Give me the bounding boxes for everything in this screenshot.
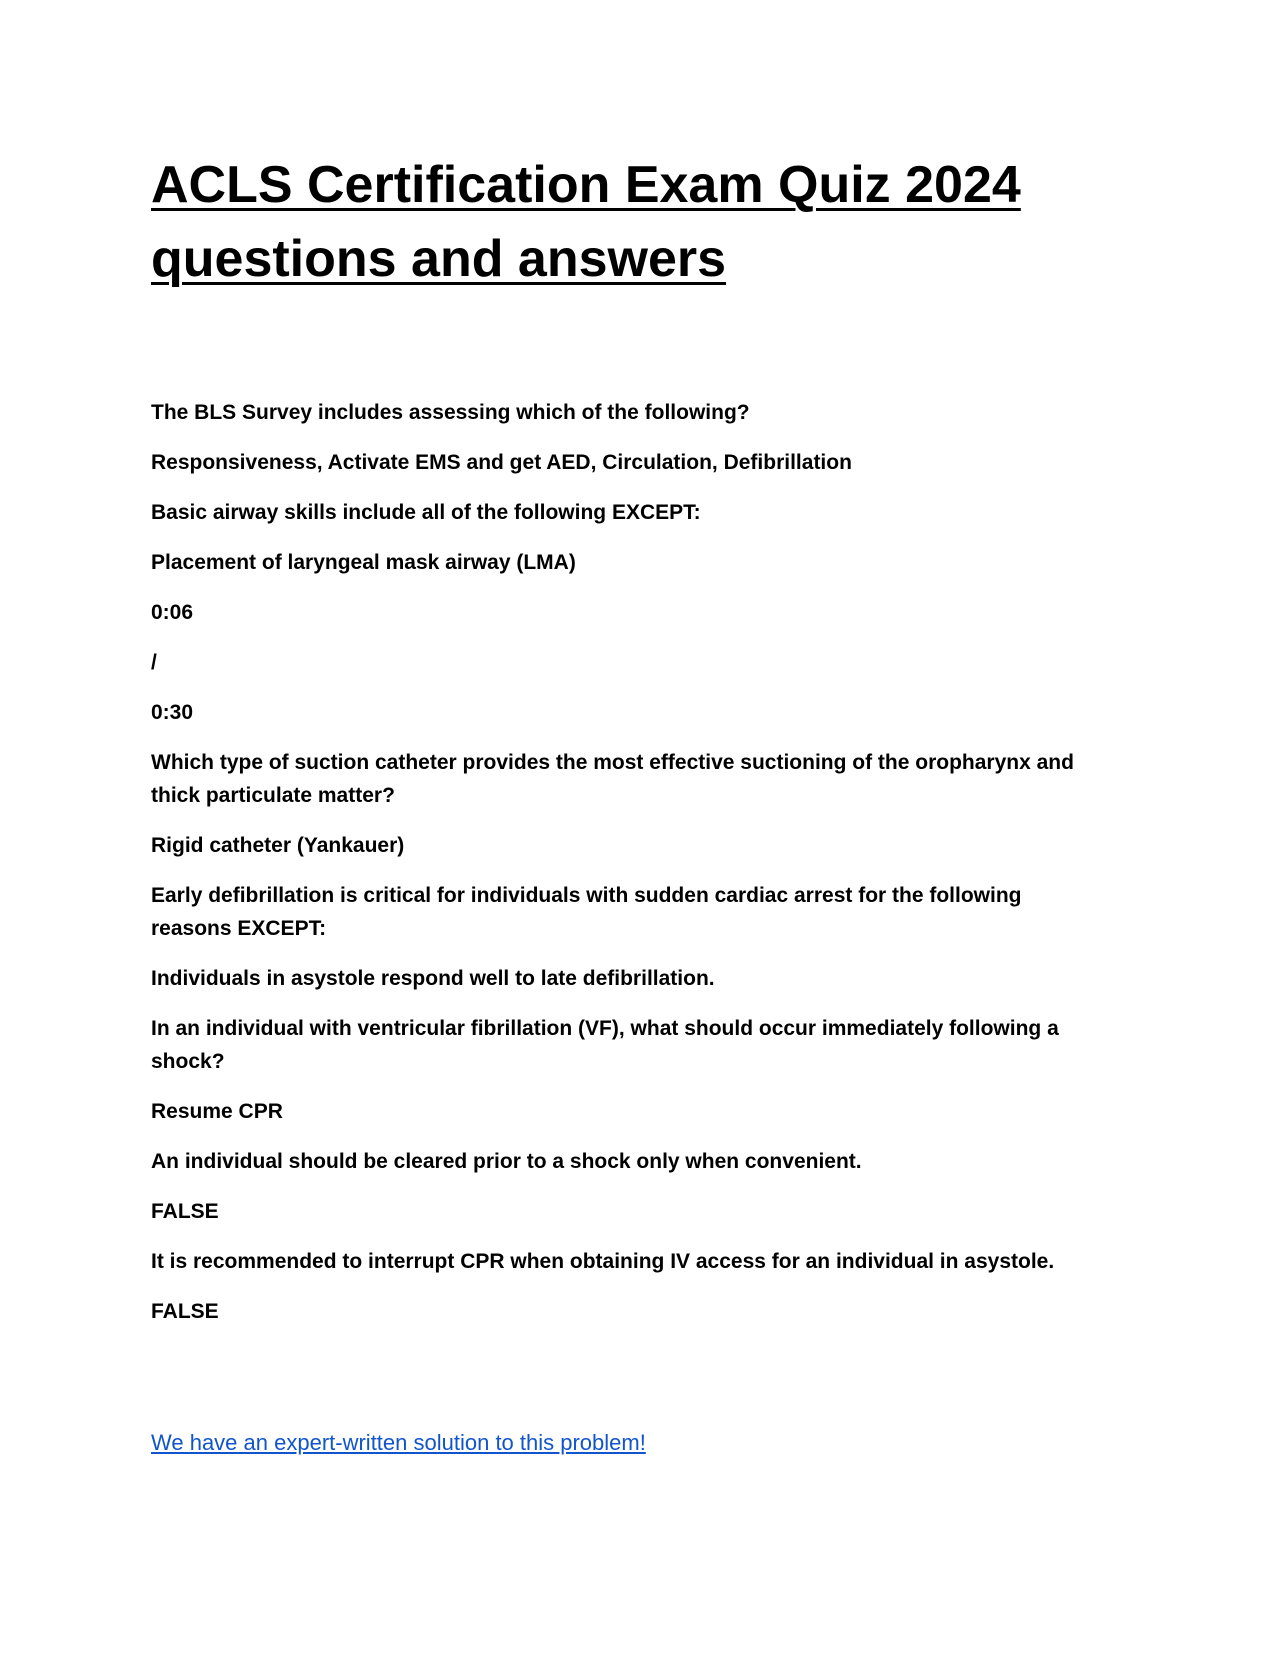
question-text: The BLS Survey includes assessing which of the following? — [151, 401, 750, 424]
time-separator: / — [151, 651, 157, 674]
question-text: It is recommended to interrupt CPR when obtaining IV access for an individual in asystole. — [151, 1250, 1055, 1273]
answer-text: Rigid catheter (Yankauer) — [151, 834, 405, 857]
answer-text: FALSE — [151, 1200, 219, 1223]
answer-text: Individuals in asystole respond well to late defibrillation. — [151, 967, 715, 990]
question-text: In an individual with ventricular fibrillation (VF), what should occur immediately following a shock? — [151, 1017, 1059, 1073]
question-text: Which type of suction catheter provides the most effective suctioning of the oropharynx and thick particulate matter? — [151, 751, 1074, 807]
document-body — [151, 396, 1091, 1328]
answer-text: Resume CPR — [151, 1100, 283, 1123]
answer-text: Placement of laryngeal mask airway (LMA) — [151, 551, 576, 574]
document-title: ACLS Certification Exam Quiz 2024 questions and answers — [151, 156, 1021, 288]
video-duration: 0:30 — [151, 701, 194, 724]
expert-solution-link[interactable]: We have an expert-written solution to this problem! — [151, 1430, 646, 1455]
question-text: Early defibrillation is critical for individuals with sudden cardiac arrest for the following reasons EXCEPT: — [151, 884, 1022, 940]
answer-text: FALSE — [151, 1300, 219, 1323]
document-page — [151, 148, 1091, 1456]
video-current-time: 0:06 — [151, 601, 194, 624]
question-text: Basic airway skills include all of the following EXCEPT: — [151, 501, 701, 524]
question-text: An individual should be cleared prior to a shock only when convenient. — [151, 1150, 862, 1173]
answer-text: Responsiveness, Activate EMS and get AED, Circulation, Defibrillation — [151, 451, 852, 474]
